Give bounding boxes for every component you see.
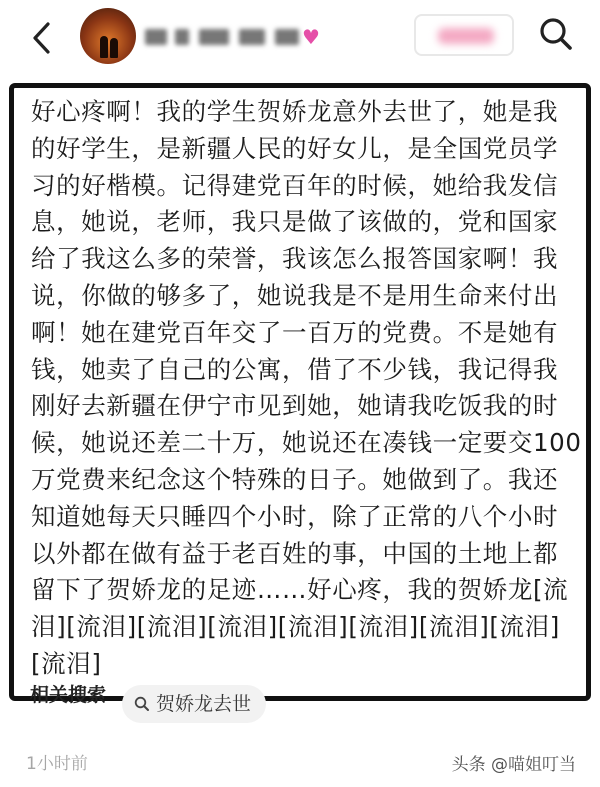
related-search-chip[interactable]: [122, 685, 266, 723]
search-icon: [134, 696, 150, 712]
related-search-label: 相关搜索: [30, 684, 107, 706]
post-time: 1小时前: [26, 754, 88, 774]
follow-button[interactable]: [414, 14, 514, 56]
top-bar: [0, 0, 600, 78]
post-text: 好心疼啊！我的学生贺娇龙意外去世了，她是我的好学生，是新疆人民的好女儿，是全国党员学习的好楷模。记得建党百年的时候，她给我发信息，她说，老师，我只是做了该做的，党和国家给了我这么多的荣誉，我该怎么报答国家啊！我说，你做的够多了，她说我是不是用生命来付出啊！她在建党百年交了一百万的党费。不是她有钱，她卖了自己的公寓，借了不少钱，我记得我刚好去新疆在伊宁市见到她，她请我吃饭我的时候，她说还差二十万，她说还在凑钱一定要交100万党费来纪念这个特殊的日子。她做到了。我还知道她每天只睡四个小时，除了正常的八个小时以外都在做有益于老百姓的事，中国的土地上都留下了贺娇龙的足迹……好心疼，我的贺娇龙[流泪][流泪][流泪][流泪][流泪][流泪][流泪][流泪][流泪]: [31, 97, 582, 678]
follow-button-label-blurred: [438, 28, 494, 44]
avatar[interactable]: [80, 8, 136, 64]
avatar-figure: [100, 36, 108, 58]
back-chevron-icon[interactable]: [26, 18, 60, 58]
related-search-chip-label: 贺娇龙去世: [156, 693, 252, 715]
search-icon[interactable]: [536, 14, 576, 54]
username-blurred[interactable]: [145, 22, 305, 52]
watermark: 头条 @喵姐叮当: [451, 755, 576, 775]
heart-icon: ♥: [302, 25, 320, 49]
avatar-figure: [110, 38, 118, 58]
